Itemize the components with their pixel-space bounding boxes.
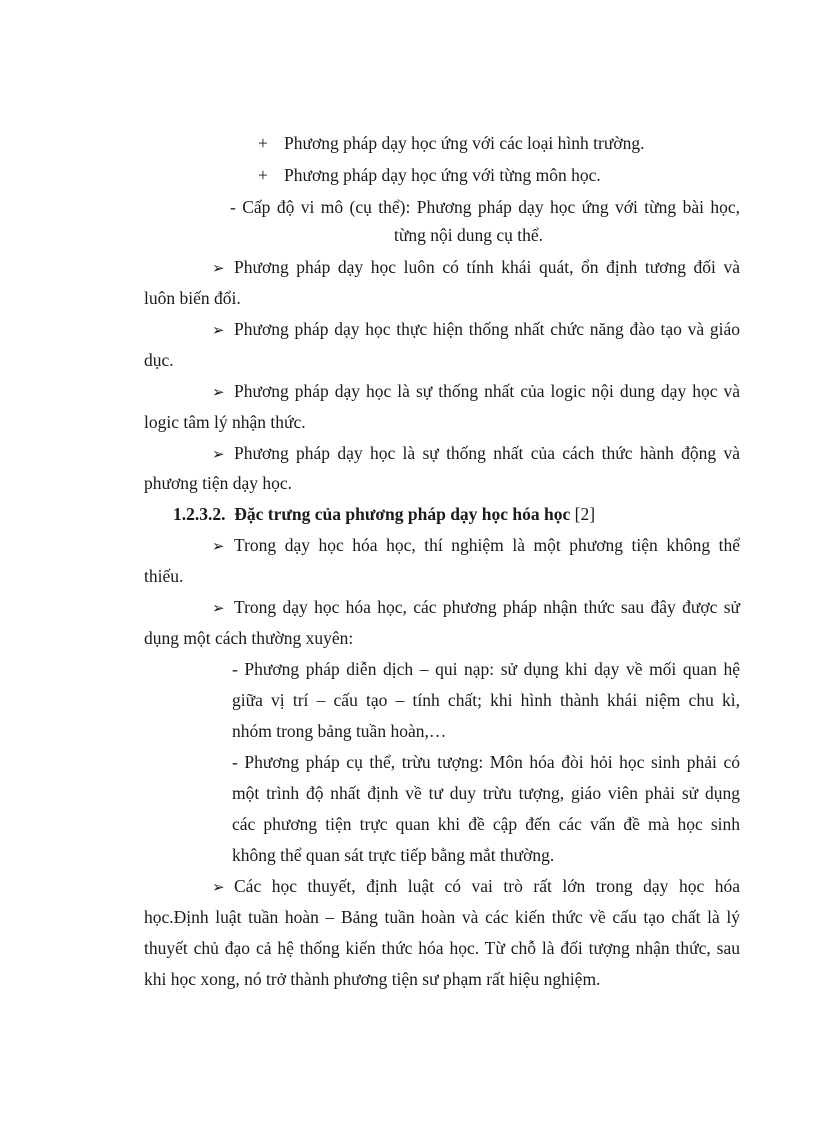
dash-item-line: giữa vị trí – cấu tạo – tính chất; khi hình thành khái niệm chu kì, (232, 690, 740, 710)
bullet-paragraph-line2: thiếu. (144, 566, 184, 586)
arrow-bullet-icon: ➢ (212, 321, 225, 339)
arrow-bullet-icon: ➢ (212, 599, 225, 617)
dash-item-line: nhóm trong bảng tuần hoàn,… (232, 721, 447, 741)
section-number: 1.2.3.2. (173, 504, 226, 524)
dash-item-line: một trình độ nhất định về tư duy trừu tượng, giáo viên phải sử dụng (232, 783, 740, 803)
paragraph-line: khi học xong, nó trở thành phương tiện sư phạm rất hiệu nghiệm. (144, 969, 601, 989)
arrow-bullet-icon: ➢ (212, 878, 225, 896)
paragraph-line: học.Định luật tuần hoàn – Bảng tuần hoàn và các kiến thức về cấu tạo chất là lý (144, 907, 740, 927)
arrow-bullet-icon: ➢ (212, 383, 225, 401)
bullet-paragraph-line1: ➢ Phương pháp dạy học thực hiện thống nhất chức năng đào tạo và giáo (212, 319, 740, 339)
bullet-paragraph-line1: ➢ Phương pháp dạy học là sự thống nhất của cách thức hành động và (212, 443, 740, 463)
arrow-bullet-icon: ➢ (212, 259, 225, 277)
bullet-paragraph-line2: phương tiện dạy học. (144, 473, 293, 493)
bullet-paragraph-line1: ➢ Phương pháp dạy học luôn có tính khái quát, ổn định tương đối và (212, 257, 740, 277)
plus-marker: + (258, 133, 268, 153)
dash-item-line: - Phương pháp cụ thể, trừu tượng: Môn hóa đòi hỏi học sinh phải có (232, 752, 740, 772)
arrow-bullet-icon: ➢ (212, 445, 225, 463)
section-title: Đặc trưng của phương pháp dạy học hóa học (234, 504, 571, 524)
plus-marker: + (258, 165, 268, 185)
bullet-paragraph-line2: dục. (144, 350, 174, 370)
bullet-paragraph-line2: dụng một cách thường xuyên: (144, 628, 354, 648)
dash-item-line: các phương tiện trực quan khi đề cập đến các vấn đề mà học sinh (232, 814, 740, 834)
section-heading (173, 503, 595, 525)
dash-item-line: không thể quan sát trực tiếp bằng mắt thường. (232, 845, 555, 865)
dash-item-line: - Phương pháp diễn dịch – qui nạp: sử dụng khi dạy về mối quan hệ (232, 659, 740, 679)
bullet-paragraph-line1: ➢ Trong dạy học hóa học, thí nghiệm là một phương tiện không thể (212, 535, 740, 555)
sub-item: + Phương pháp dạy học ứng với các loại hình trường. (258, 133, 645, 153)
micro-level-line1: - Cấp độ vi mô (cụ thể): Phương pháp dạy học ứng với từng bài học, (230, 197, 740, 217)
sub-item: + Phương pháp dạy học ứng với từng môn học. (258, 165, 601, 185)
bullet-paragraph-line2: luôn biến đổi. (144, 288, 241, 308)
bullet-paragraph-line2: logic tâm lý nhận thức. (144, 412, 306, 432)
bullet-paragraph-line1: ➢ Trong dạy học hóa học, các phương pháp nhận thức sau đây được sử (212, 597, 740, 617)
arrow-bullet-icon: ➢ (212, 537, 225, 555)
paragraph-line: thuyết chủ đạo cả hệ thống kiến thức hóa học. Từ chỗ là đối tượng nhận thức, sau (144, 938, 740, 958)
bullet-paragraph-line1: ➢ Các học thuyết, định luật có vai trò rất lớn trong dạy học hóa (212, 876, 740, 896)
section-reference: [2] (574, 504, 596, 524)
bullet-paragraph-line1: ➢ Phương pháp dạy học là sự thống nhất của logic nội dung dạy học và (212, 381, 740, 401)
micro-level-line2: từng nội dung cụ thể. (394, 225, 543, 245)
